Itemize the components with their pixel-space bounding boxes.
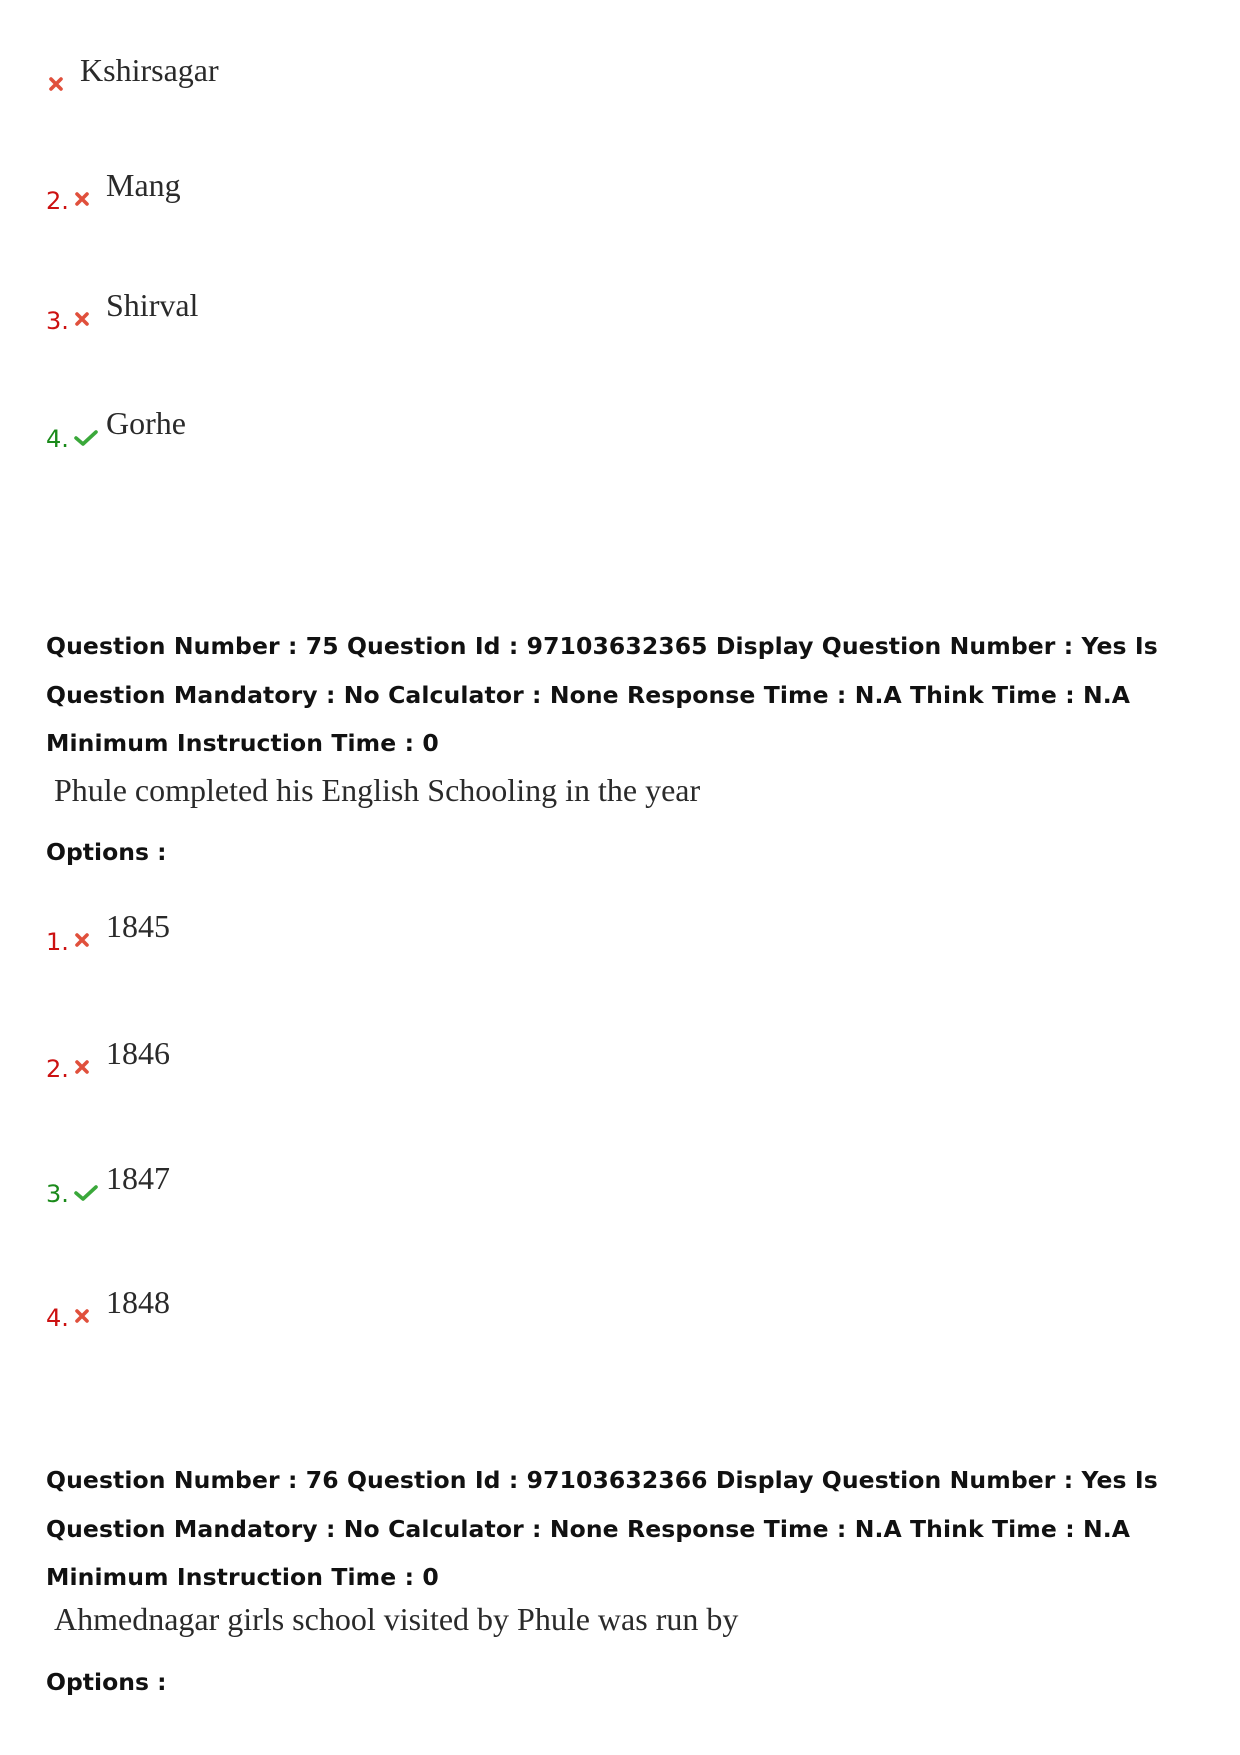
option-row — [46, 904, 170, 954]
cross-mark-icon — [72, 930, 98, 954]
option-row — [46, 401, 186, 451]
options-label: Options : — [46, 1668, 167, 1696]
cross-mark-icon — [72, 1057, 98, 1081]
option-row — [46, 48, 219, 98]
check-mark-icon — [72, 427, 98, 451]
option-number: 3. — [46, 1180, 69, 1208]
option-number: 4. — [46, 425, 69, 453]
cross-mark-icon — [72, 189, 98, 213]
option-row — [46, 1031, 170, 1081]
option-text: Gorhe — [106, 405, 186, 441]
option-row — [46, 283, 198, 333]
option-text: 1848 — [106, 1284, 170, 1320]
option-number: 3. — [46, 307, 69, 335]
options-label: Options : — [46, 838, 167, 866]
option-number: 2. — [46, 1055, 69, 1083]
option-number: 2. — [46, 187, 69, 215]
option-row — [46, 1156, 170, 1206]
option-number: 1. — [46, 928, 69, 956]
question-text: Ahmednagar girls school visited by Phule was run by — [54, 1601, 739, 1637]
option-number: 4. — [46, 1304, 69, 1332]
option-row — [46, 163, 181, 213]
cross-mark-icon — [72, 1306, 98, 1330]
cross-mark-icon — [72, 309, 98, 333]
question-meta: Question Number : 75 Question Id : 97103632365 Display Question Number : Yes Is Question Mandatory : No Calculator : None Response Time : N.A Think Time : N.A Minimum Instruction Time : 0 — [46, 632, 1158, 757]
option-text: Mang — [106, 167, 181, 203]
option-row — [46, 1280, 170, 1330]
question-meta: Question Number : 76 Question Id : 97103632366 Display Question Number : Yes Is Question Mandatory : No Calculator : None Response Time : N.A Think Time : N.A Minimum Instruction Time : 0 — [46, 1466, 1158, 1591]
option-text: 1845 — [106, 908, 170, 944]
option-text: Shirval — [106, 287, 199, 323]
option-text: Kshirsagar — [80, 52, 219, 88]
question-text: Phule completed his English Schooling in the year — [54, 772, 701, 808]
option-text: 1847 — [106, 1160, 170, 1196]
option-text: 1846 — [106, 1035, 170, 1071]
check-mark-icon — [72, 1182, 98, 1206]
cross-mark-icon — [46, 74, 72, 98]
